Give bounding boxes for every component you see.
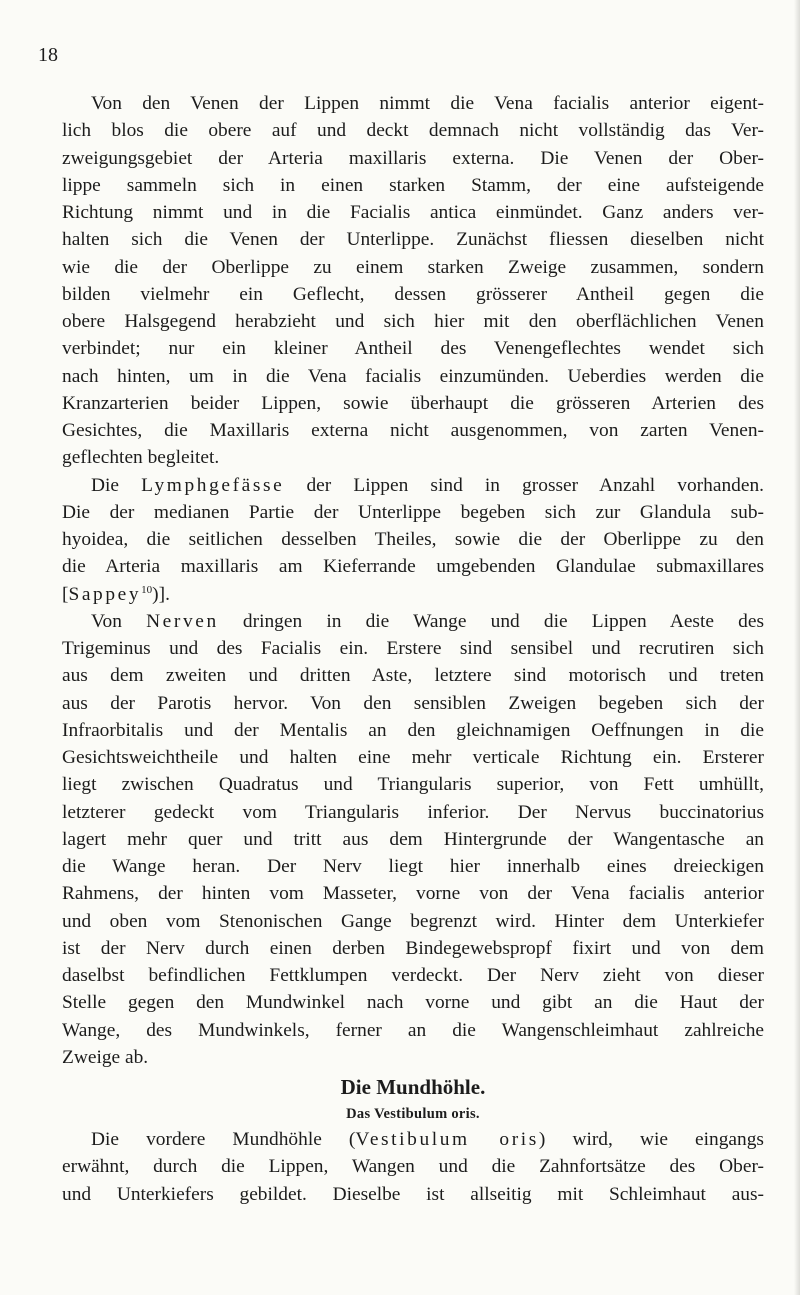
page-number: 18 — [38, 44, 58, 66]
text-line: ist der Nerv durch einen derben Bindegewebspropf fixirt und von dem — [62, 937, 764, 959]
text-line: verbindet; nur ein kleiner Antheil des Venengeflechtes wendet sich — [62, 338, 764, 360]
text-line — [62, 608, 764, 635]
subsection-heading: Das Vestibulum oris. — [346, 1106, 480, 1122]
text-line: geflechten begleitet. — [62, 447, 220, 469]
text-line — [62, 472, 764, 499]
text-line: obere Halsgegend herabzieht und sich hier mit den oberflächlichen Venen — [62, 311, 764, 332]
text-line: daselbst befindlichen Fettklumpen verdeckt. Der Nerv zieht von dieser — [62, 965, 764, 986]
text-line: Wange, des Mundwinkels, ferner an die Wangenschleimhaut zahlreiche — [62, 1019, 764, 1041]
text-line: Trigeminus und des Facialis ein. Erstere sind sensibel und recrutiren sich — [62, 638, 764, 659]
text-line: liegt zwischen Quadratus und Triangularis superior, von Fett umhüllt, — [62, 774, 764, 796]
term-vestibulum-oris: Vestibulum oris — [355, 1129, 539, 1150]
citation-name: Sappey — [68, 583, 142, 605]
body-text — [62, 90, 764, 1208]
page-edge-shadow — [794, 0, 800, 1295]
text-line: nach hinten, um in die Vena facialis einzumünden. Ueberdies werden die — [62, 365, 764, 387]
text-line: hyoidea, die seitlichen desselben Theiles, sowie die der Oberlippe zu den — [62, 529, 764, 550]
text-fragment: der Lippen sind in grosser Anzahl vorhanden. — [284, 474, 764, 496]
text-line: lippe sammeln sich in einen starken Stamm, der eine aufsteigende — [62, 174, 764, 196]
section-heading: Die Mundhöhle. — [340, 1075, 486, 1099]
text-line: die Arteria maxillaris am Kieferrande umgebenden Glandulae submaxillares — [62, 556, 764, 578]
text-line: Von den Venen der Lippen nimmt die Vena facialis anterior eigent- — [91, 93, 764, 114]
text-line: letzterer gedeckt vom Triangularis inferior. Der Nervus buccinatorius — [62, 801, 764, 823]
text-fragment: dringen in die Wange und die Lippen Aeste des — [218, 610, 764, 632]
text-line: Zweige ab. — [62, 1046, 149, 1068]
text-line: aus dem zweiten und dritten Aste, letztere sind motorisch und treten — [62, 665, 764, 687]
text-line: Kranzarterien beider Lippen, sowie überhaupt die grösseren Arterien des — [62, 392, 764, 414]
text-fragment: Die vordere Mundhöhle ( — [91, 1129, 356, 1150]
paragraph-nerves — [62, 608, 764, 1071]
text-line: erwähnt, durch die Lippen, Wangen und die Zahnfortsätze des Ober- — [62, 1156, 764, 1178]
text-line: halten sich die Venen der Unterlippe. Zunächst fliessen dieselben nicht — [62, 229, 764, 251]
text-fragment: Von — [91, 610, 147, 632]
term-lymphgefaesse: Lymphgefässe — [141, 474, 285, 496]
text-line: Richtung nimmt und in die Facialis antica einmündet. Ganz anders ver- — [62, 202, 764, 223]
paragraph-veins — [62, 90, 764, 472]
text-line: bilden vielmehr ein Geflecht, dessen grösserer Antheil gegen die — [62, 283, 764, 305]
text-line: und Unterkiefers gebildet. Dieselbe ist allseitig mit Schleimhaut aus- — [62, 1183, 764, 1205]
text-line: aus der Parotis hervor. Von den sensiblen Zweigen begeben sich der — [62, 692, 764, 714]
text-line: wie die der Oberlippe zu einem starken Zweige zusammen, sondern — [62, 256, 764, 278]
term-nerven: Nerven — [146, 610, 219, 632]
text-line: Gesichtsweichtheile und halten eine mehr verticale Richtung ein. Ersterer — [62, 747, 764, 768]
text-line: zweigungsgebiet der Arteria maxillaris externa. Die Venen der Ober- — [62, 147, 764, 169]
text-line: lich blos die obere auf und deckt demnach nicht vollständig das Ver- — [62, 120, 764, 142]
text-fragment: ) wird, wie eingangs — [538, 1129, 764, 1150]
text-line: Die der medianen Partie der Unterlippe begeben sich zur Glandula sub- — [62, 501, 764, 523]
paragraph-vestibulum — [62, 1126, 764, 1208]
text-line: und oben vom Stenonischen Gange begrenzt wird. Hinter dem Unterkiefer — [62, 910, 764, 932]
text-line: Gesichtes, die Maxillaris externa nicht ausgenommen, von zarten Venen- — [62, 420, 764, 441]
text-line: Infraorbitalis und der Mentalis an den gleichnamigen Oeffnungen in die — [62, 719, 764, 741]
citation-open: [ — [62, 583, 69, 605]
text-line: Rahmens, der hinten vom Masseter, vorne von der Vena facialis anterior — [62, 883, 764, 905]
citation-line — [62, 581, 764, 608]
paragraph-lymph-vessels — [62, 472, 764, 608]
text-line — [62, 1126, 764, 1153]
text-fragment: Die — [91, 474, 142, 496]
text-line: Stelle gegen den Mundwinkel nach vorne und gibt an die Haut der — [62, 992, 764, 1014]
text-line: lagert mehr quer und tritt aus dem Hintergrunde der Wangentasche an — [62, 828, 764, 850]
citation-close: )]. — [152, 583, 170, 605]
text-line: die Wange heran. Der Nerv liegt hier innerhalb eines dreieckigen — [62, 856, 764, 877]
footnote-ref: 10 — [141, 583, 153, 596]
